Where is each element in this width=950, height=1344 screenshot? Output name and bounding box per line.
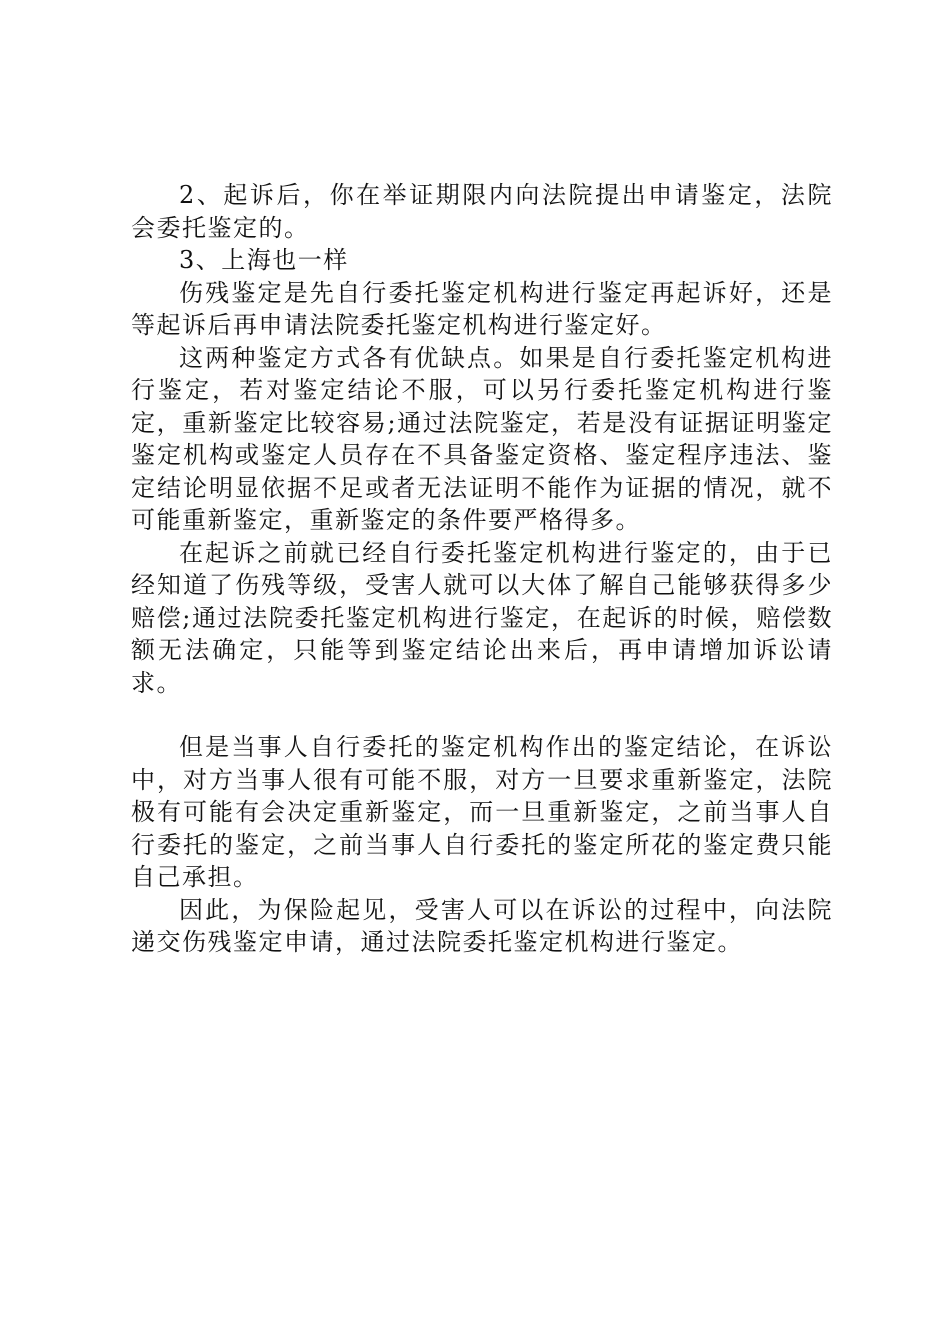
paragraph-spacer bbox=[131, 699, 833, 731]
paragraph-7: 因此，为保险起见，受害人可以在诉讼的过程中，向法院递交伤残鉴定申请，通过法院委托鉴定机构进行鉴定。 bbox=[131, 895, 833, 956]
paragraph-5: 在起诉之前就已经自行委托鉴定机构进行鉴定的，由于已经知道了伤残等级，受害人就可以大体了解自己能够获得多少赔偿;通过法院委托鉴定机构进行鉴定，在起诉的时候，赔偿数额无法确定，只能等到鉴定结论出来后，再申请增加诉讼请求。 bbox=[131, 538, 833, 697]
paragraph-4: 这两种鉴定方式各有优缺点。如果是自行委托鉴定机构进行鉴定，若对鉴定结论不服，可以另行委托鉴定机构进行鉴定，重新鉴定比较容易;通过法院鉴定，若是没有证据证明鉴定鉴定机构或鉴定人员存在不具备鉴定资格、鉴定程序违法、鉴定结论明显依据不足或者无法证明不能作为证据的情况，就不可能重新鉴定，重新鉴定的条件要严格得多。 bbox=[131, 343, 833, 534]
paragraph-3: 伤残鉴定是先自行委托鉴定机构进行鉴定再起诉好，还是等起诉后再申请法院委托鉴定机构进行鉴定好。 bbox=[131, 278, 833, 339]
paragraph-6: 但是当事人自行委托的鉴定机构作出的鉴定结论，在诉讼中，对方当事人很有可能不服，对方一旦要求重新鉴定，法院极有可能有会决定重新鉴定，而一旦重新鉴定，之前当事人自行委托的鉴定，之前当事人自行委托的鉴定所花的鉴定费只能自己承担。 bbox=[131, 733, 833, 891]
paragraph-2: 3、上海也一样 bbox=[179, 246, 349, 274]
paragraph-1: 2、起诉后，你在举证期限内向法院提出申请鉴定，法院会委托鉴定的。 bbox=[131, 181, 833, 242]
document-body bbox=[131, 179, 833, 959]
